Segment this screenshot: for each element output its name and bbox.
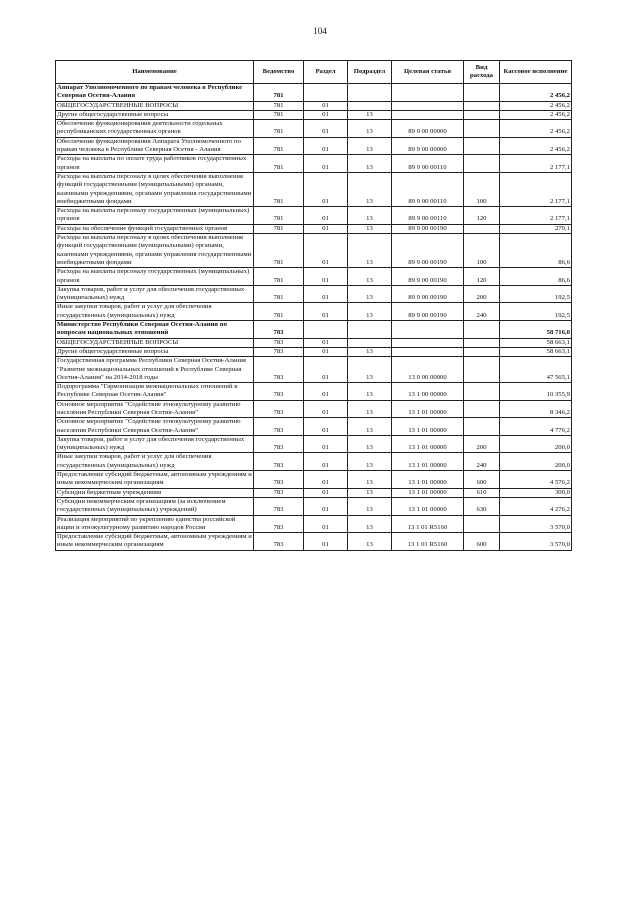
cell-name: Закупка товаров, работ и услуг для обеспечения государственных (муниципальных) нужд xyxy=(56,435,254,453)
cell-name: Субсидии бюджетным учреждениям xyxy=(56,488,254,497)
cell-name: Подпрограмма "Гармонизация межнациональных отношений в Республике Северная Осетия-Алания" xyxy=(56,383,254,401)
cell-name: Иные закупки товаров, работ и услуг для обеспечения государственных (муниципальных) нужд xyxy=(56,453,254,471)
cell-type: 100 xyxy=(464,172,500,206)
cell-target: 13 1 01 00000 xyxy=(392,435,464,453)
cell-type: 120 xyxy=(464,268,500,286)
cell-subsection: 13 xyxy=(348,533,392,551)
cell-amount: 58 663,1 xyxy=(500,338,572,347)
cell-type: 200 xyxy=(464,435,500,453)
cell-dept: 781 xyxy=(254,172,304,206)
cell-dept: 783 xyxy=(254,400,304,418)
cell-name: Другие общегосударственные вопросы xyxy=(56,110,254,119)
cell-subsection: 13 xyxy=(348,347,392,356)
cell-name: Расходы на выплаты персоналу в целях обеспечения выполнения функций государственными (муниципальными) органами, казенными учреждениями, органами управления государственными внебюджетными фондами xyxy=(56,172,254,206)
cell-dept: 783 xyxy=(254,515,304,533)
column-header-dept: Ведомство xyxy=(254,61,304,84)
cell-subsection: 13 xyxy=(348,303,392,321)
cell-section: 01 xyxy=(304,383,348,401)
cell-name: Реализация мероприятий по укреплению единства российской нации и этнокультурному развитию народов России xyxy=(56,515,254,533)
table-row xyxy=(56,110,572,119)
cell-amount: 2 456,2 xyxy=(500,101,572,110)
cell-amount: 4 276,2 xyxy=(500,497,572,515)
cell-section: 01 xyxy=(304,268,348,286)
column-header-section: Раздел xyxy=(304,61,348,84)
cell-amount: 86,6 xyxy=(500,234,572,268)
cell-subsection: 13 xyxy=(348,268,392,286)
cell-section: 01 xyxy=(304,515,348,533)
cell-name: Государственная программа Республики Северная Осетия-Алания "Развитие межнациональных отношений в Республике Северная Осетия-Алания" на 2014-2018 годы xyxy=(56,357,254,383)
cell-section: 01 xyxy=(304,338,348,347)
table-row xyxy=(56,383,572,401)
table-row xyxy=(56,234,572,268)
cell-dept: 781 xyxy=(254,207,304,225)
cell-target xyxy=(392,84,464,102)
cell-subsection: 13 xyxy=(348,234,392,268)
cell-subsection: 13 xyxy=(348,155,392,173)
cell-subsection: 13 xyxy=(348,120,392,138)
cell-dept: 781 xyxy=(254,285,304,303)
page-number: 104 xyxy=(313,26,327,36)
cell-amount: 86,6 xyxy=(500,268,572,286)
cell-dept: 781 xyxy=(254,101,304,110)
cell-type: 240 xyxy=(464,453,500,471)
cell-name: Закупка товаров, работ и услуг для обеспечения государственных (муниципальных) нужд xyxy=(56,285,254,303)
cell-section: 01 xyxy=(304,453,348,471)
cell-dept: 783 xyxy=(254,418,304,436)
table-row xyxy=(56,488,572,497)
table-row xyxy=(56,84,572,102)
cell-dept: 783 xyxy=(254,338,304,347)
cell-dept: 781 xyxy=(254,268,304,286)
cell-amount: 3 570,0 xyxy=(500,533,572,551)
column-header-name: Наименование xyxy=(56,61,254,84)
cell-amount: 4 776,2 xyxy=(500,418,572,436)
cell-name: Обеспечение функционирования Аппарата Уполномоченного по правам человека в Республике Северная Осетия - Алания xyxy=(56,137,254,155)
cell-type: 100 xyxy=(464,234,500,268)
cell-target: 89 9 00 00190 xyxy=(392,285,464,303)
cell-name: Обеспечение функционирования деятельности отдельных республиканских государственных органов xyxy=(56,120,254,138)
cell-amount: 47 565,1 xyxy=(500,357,572,383)
cell-section: 01 xyxy=(304,488,348,497)
cell-amount: 2 456,2 xyxy=(500,120,572,138)
cell-type xyxy=(464,84,500,102)
cell-target xyxy=(392,321,464,339)
cell-section: 01 xyxy=(304,497,348,515)
cell-amount: 2 177,1 xyxy=(500,207,572,225)
cell-target: 89 0 00 00000 xyxy=(392,120,464,138)
cell-section: 01 xyxy=(304,120,348,138)
cell-dept: 781 xyxy=(254,155,304,173)
cell-subsection: 13 xyxy=(348,400,392,418)
cell-name: Министерство Республики Северная Осетия-Алания по вопросам национальных отношений xyxy=(56,321,254,339)
cell-type xyxy=(464,101,500,110)
cell-dept: 781 xyxy=(254,137,304,155)
cell-type xyxy=(464,120,500,138)
cell-target: 13 1 01 00000 xyxy=(392,497,464,515)
cell-name: Расходы на выплаты по оплате труда работников государственных органов xyxy=(56,155,254,173)
cell-section: 01 xyxy=(304,303,348,321)
cell-target xyxy=(392,338,464,347)
table-row xyxy=(56,453,572,471)
cell-section: 01 xyxy=(304,172,348,206)
cell-dept: 783 xyxy=(254,357,304,383)
column-header-subsection: Подраздел xyxy=(348,61,392,84)
cell-type xyxy=(464,418,500,436)
cell-subsection xyxy=(348,84,392,102)
cell-type: 240 xyxy=(464,303,500,321)
cell-type xyxy=(464,155,500,173)
cell-amount: 2 456,2 xyxy=(500,137,572,155)
table-row xyxy=(56,120,572,138)
table-header-row xyxy=(56,61,572,84)
cell-subsection: 13 xyxy=(348,172,392,206)
cell-amount: 4 576,2 xyxy=(500,471,572,489)
cell-section xyxy=(304,84,348,102)
cell-subsection: 13 xyxy=(348,471,392,489)
cell-name: Основное мероприятие "Содействие этнокультурному развитию населения Республики Северная Осетия-Алания" xyxy=(56,418,254,436)
cell-amount: 2 177,1 xyxy=(500,172,572,206)
cell-target: 13 1 01 00000 xyxy=(392,400,464,418)
cell-name: Субсидии некоммерческим организациям (за исключением государственных (муниципальных) учреждений) xyxy=(56,497,254,515)
cell-name: Другие общегосударственные вопросы xyxy=(56,347,254,356)
column-header-type: Вид расхода xyxy=(464,61,500,84)
cell-dept: 781 xyxy=(254,120,304,138)
table-row xyxy=(56,471,572,489)
cell-dept: 781 xyxy=(254,303,304,321)
column-header-amount: Кассовое исполнение xyxy=(500,61,572,84)
cell-type xyxy=(464,400,500,418)
cell-subsection: 13 xyxy=(348,488,392,497)
cell-name: ОБЩЕГОСУДАРСТВЕННЫЕ ВОПРОСЫ xyxy=(56,338,254,347)
table-row xyxy=(56,338,572,347)
cell-subsection: 13 xyxy=(348,435,392,453)
table-row xyxy=(56,268,572,286)
cell-subsection: 13 xyxy=(348,224,392,233)
cell-subsection xyxy=(348,101,392,110)
table-row xyxy=(56,347,572,356)
cell-amount: 279,1 xyxy=(500,224,572,233)
cell-type xyxy=(464,357,500,383)
cell-section xyxy=(304,321,348,339)
cell-section: 01 xyxy=(304,435,348,453)
cell-target: 89 9 00 00190 xyxy=(392,234,464,268)
cell-amount: 2 456,2 xyxy=(500,110,572,119)
cell-target xyxy=(392,110,464,119)
cell-subsection: 13 xyxy=(348,515,392,533)
cell-name: Расходы на выплаты персоналу в целях обеспечения выполнения функций государственными (муниципальными) органами, казенными учреждениями, органами управления государственными внебюджетными фондами xyxy=(56,234,254,268)
cell-name: Расходы на выплаты персоналу государственных (муниципальных) органов xyxy=(56,207,254,225)
cell-section: 01 xyxy=(304,533,348,551)
cell-type: 200 xyxy=(464,285,500,303)
table-row xyxy=(56,155,572,173)
cell-subsection: 13 xyxy=(348,497,392,515)
cell-amount: 200,0 xyxy=(500,453,572,471)
table-row xyxy=(56,137,572,155)
cell-dept: 783 xyxy=(254,383,304,401)
cell-section: 01 xyxy=(304,347,348,356)
cell-type xyxy=(464,137,500,155)
cell-dept: 783 xyxy=(254,488,304,497)
cell-type xyxy=(464,321,500,339)
cell-target: 89 9 00 00190 xyxy=(392,268,464,286)
cell-subsection: 13 xyxy=(348,285,392,303)
cell-type xyxy=(464,515,500,533)
cell-target: 13 1 01 00000 xyxy=(392,471,464,489)
cell-target: 89 9 00 00190 xyxy=(392,224,464,233)
cell-target: 13 1 01 R5160 xyxy=(392,515,464,533)
table-row xyxy=(56,400,572,418)
cell-target xyxy=(392,347,464,356)
cell-target: 89 9 00 00190 xyxy=(392,303,464,321)
cell-section: 01 xyxy=(304,137,348,155)
cell-target: 89 9 00 00110 xyxy=(392,155,464,173)
cell-type xyxy=(464,224,500,233)
cell-type xyxy=(464,338,500,347)
table-row xyxy=(56,533,572,551)
cell-target: 13 1 01 00000 xyxy=(392,453,464,471)
cell-subsection: 13 xyxy=(348,207,392,225)
cell-target: 89 9 00 00110 xyxy=(392,207,464,225)
cell-type xyxy=(464,347,500,356)
cell-type: 630 xyxy=(464,497,500,515)
cell-dept: 781 xyxy=(254,110,304,119)
cell-section: 01 xyxy=(304,224,348,233)
cell-target: 13 1 00 00000 xyxy=(392,383,464,401)
cell-type xyxy=(464,110,500,119)
cell-name: Расходы на выплаты персоналу государственных (муниципальных) органов xyxy=(56,268,254,286)
table-row xyxy=(56,321,572,339)
cell-amount: 2 177,1 xyxy=(500,155,572,173)
table-row xyxy=(56,497,572,515)
cell-amount: 2 456,2 xyxy=(500,84,572,102)
cell-amount: 300,0 xyxy=(500,488,572,497)
cell-dept: 783 xyxy=(254,321,304,339)
cell-section: 01 xyxy=(304,101,348,110)
cell-target: 13 1 01 00000 xyxy=(392,488,464,497)
cell-amount: 192,5 xyxy=(500,285,572,303)
cell-dept: 783 xyxy=(254,497,304,515)
cell-section: 01 xyxy=(304,418,348,436)
table-row xyxy=(56,172,572,206)
cell-subsection: 13 xyxy=(348,137,392,155)
cell-dept: 783 xyxy=(254,453,304,471)
cell-amount: 58 663,1 xyxy=(500,347,572,356)
cell-amount: 8 346,2 xyxy=(500,400,572,418)
table-body xyxy=(56,84,572,551)
table-row xyxy=(56,101,572,110)
cell-dept: 781 xyxy=(254,224,304,233)
cell-section: 01 xyxy=(304,234,348,268)
column-header-target: Целевая статья xyxy=(392,61,464,84)
cell-type: 600 xyxy=(464,471,500,489)
cell-subsection: 13 xyxy=(348,357,392,383)
cell-subsection: 13 xyxy=(348,418,392,436)
cell-name: Аппарат Уполномоченного по правам человека в Республике Северная Осетия-Алания xyxy=(56,84,254,102)
cell-section: 01 xyxy=(304,285,348,303)
cell-type: 120 xyxy=(464,207,500,225)
cell-target xyxy=(392,101,464,110)
table-row xyxy=(56,207,572,225)
cell-subsection: 13 xyxy=(348,453,392,471)
cell-name: Основное мероприятие "Содействие этнокультурному развитию населения Республики Северная Осетия-Алания" xyxy=(56,400,254,418)
cell-dept: 783 xyxy=(254,471,304,489)
cell-section: 01 xyxy=(304,207,348,225)
cell-subsection: 13 xyxy=(348,110,392,119)
cell-amount: 3 570,0 xyxy=(500,515,572,533)
cell-type: 600 xyxy=(464,533,500,551)
cell-section: 01 xyxy=(304,471,348,489)
table-row xyxy=(56,224,572,233)
cell-amount: 58 716,0 xyxy=(500,321,572,339)
cell-amount: 192,5 xyxy=(500,303,572,321)
cell-section: 01 xyxy=(304,155,348,173)
cell-dept: 781 xyxy=(254,234,304,268)
cell-section: 01 xyxy=(304,400,348,418)
cell-type xyxy=(464,383,500,401)
budget-table xyxy=(55,60,572,551)
cell-name: ОБЩЕГОСУДАРСТВЕННЫЕ ВОПРОСЫ xyxy=(56,101,254,110)
cell-target: 13 0 00 00000 xyxy=(392,357,464,383)
cell-dept: 783 xyxy=(254,533,304,551)
cell-section: 01 xyxy=(304,110,348,119)
cell-section: 01 xyxy=(304,357,348,383)
table-row xyxy=(56,418,572,436)
table-row xyxy=(56,285,572,303)
cell-subsection: 13 xyxy=(348,383,392,401)
cell-dept: 783 xyxy=(254,347,304,356)
cell-dept: 783 xyxy=(254,435,304,453)
cell-type: 610 xyxy=(464,488,500,497)
cell-subsection xyxy=(348,321,392,339)
cell-name: Предоставление субсидий бюджетным, автономным учреждениям и иным некоммерческим организациям xyxy=(57,533,252,549)
cell-target: 13 1 01 00000 xyxy=(392,418,464,436)
cell-target: 89 9 00 00110 xyxy=(392,172,464,206)
table-row xyxy=(56,515,572,533)
cell-amount: 200,0 xyxy=(500,435,572,453)
table-row xyxy=(56,303,572,321)
cell-target: 13 1 01 R5160 xyxy=(392,533,464,551)
table-row xyxy=(56,357,572,383)
cell-name: Расходы на обеспечение функций государственных органов xyxy=(56,224,254,233)
table-row xyxy=(56,435,572,453)
cell-subsection xyxy=(348,338,392,347)
cell-name: Предоставление субсидий бюджетным, автономным учреждениям и иным некоммерческим организациям xyxy=(57,471,252,487)
cell-name: Иные закупки товаров, работ и услуг для обеспечения государственных (муниципальных) нужд xyxy=(56,303,254,321)
cell-amount: 10 355,9 xyxy=(500,383,572,401)
cell-target: 89 9 00 00000 xyxy=(392,137,464,155)
cell-dept: 781 xyxy=(254,84,304,102)
